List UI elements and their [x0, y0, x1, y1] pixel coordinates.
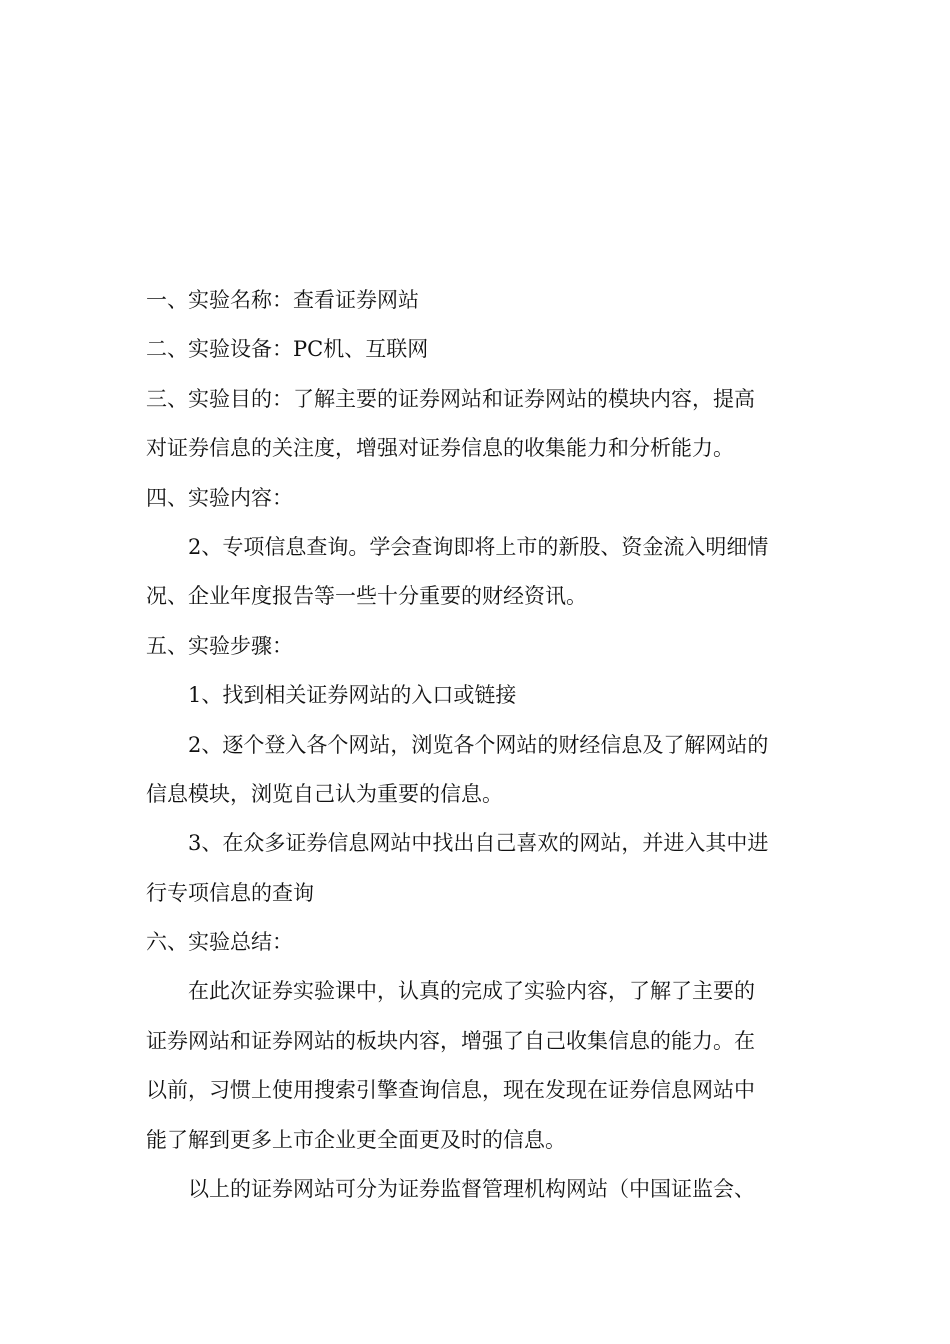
paragraph-line: 在此次证券实验课中，认真的完成了实验内容，了解了主要的	[188, 979, 755, 1004]
section-heading-steps: 五、实验步骤：	[146, 633, 293, 658]
paragraph-line: 对证券信息的关注度，增强对证券信息的收集能力和分析能力。	[146, 436, 734, 461]
step-item: 3、在众多证券信息网站中找出自己喜欢的网站，并进入其中进	[188, 831, 769, 856]
step-item: 1、找到相关证券网站的入口或链接	[188, 683, 517, 708]
paragraph-line: 以上的证券网站可分为证券监督管理机构网站（中国证监会、	[188, 1177, 755, 1202]
paragraph-line: 况、企业年度报告等一些十分重要的财经资讯。	[146, 584, 587, 609]
paragraph-line: 能了解到更多上市企业更全面更及时的信息。	[146, 1127, 566, 1152]
paragraph-line: 行专项信息的查询	[146, 880, 314, 905]
paragraph-line: 信息模块，浏览自己认为重要的信息。	[146, 781, 503, 806]
section-heading-equipment: 二、实验设备：PC机、互联网	[146, 337, 429, 362]
section-heading-experiment-name: 一、实验名称：查看证券网站	[146, 288, 419, 312]
section-heading-purpose: 三、实验目的：了解主要的证券网站和证券网站的模块内容，提高	[146, 386, 755, 411]
paragraph-line: 证券网站和证券网站的板块内容，增强了自己收集信息的能力。在	[146, 1028, 755, 1053]
section-heading-content: 四、实验内容：	[146, 485, 293, 510]
step-item: 2、逐个登入各个网站，浏览各个网站的财经信息及了解网站的	[188, 732, 769, 757]
section-heading-summary: 六、实验总结：	[146, 930, 293, 955]
document-body	[146, 276, 806, 1214]
paragraph-line: 2、专项信息查询。学会查询即将上市的新股、资金流入明细情	[188, 534, 769, 559]
paragraph-line: 以前，习惯上使用搜索引擎查询信息，现在发现在证券信息网站中	[146, 1078, 755, 1103]
